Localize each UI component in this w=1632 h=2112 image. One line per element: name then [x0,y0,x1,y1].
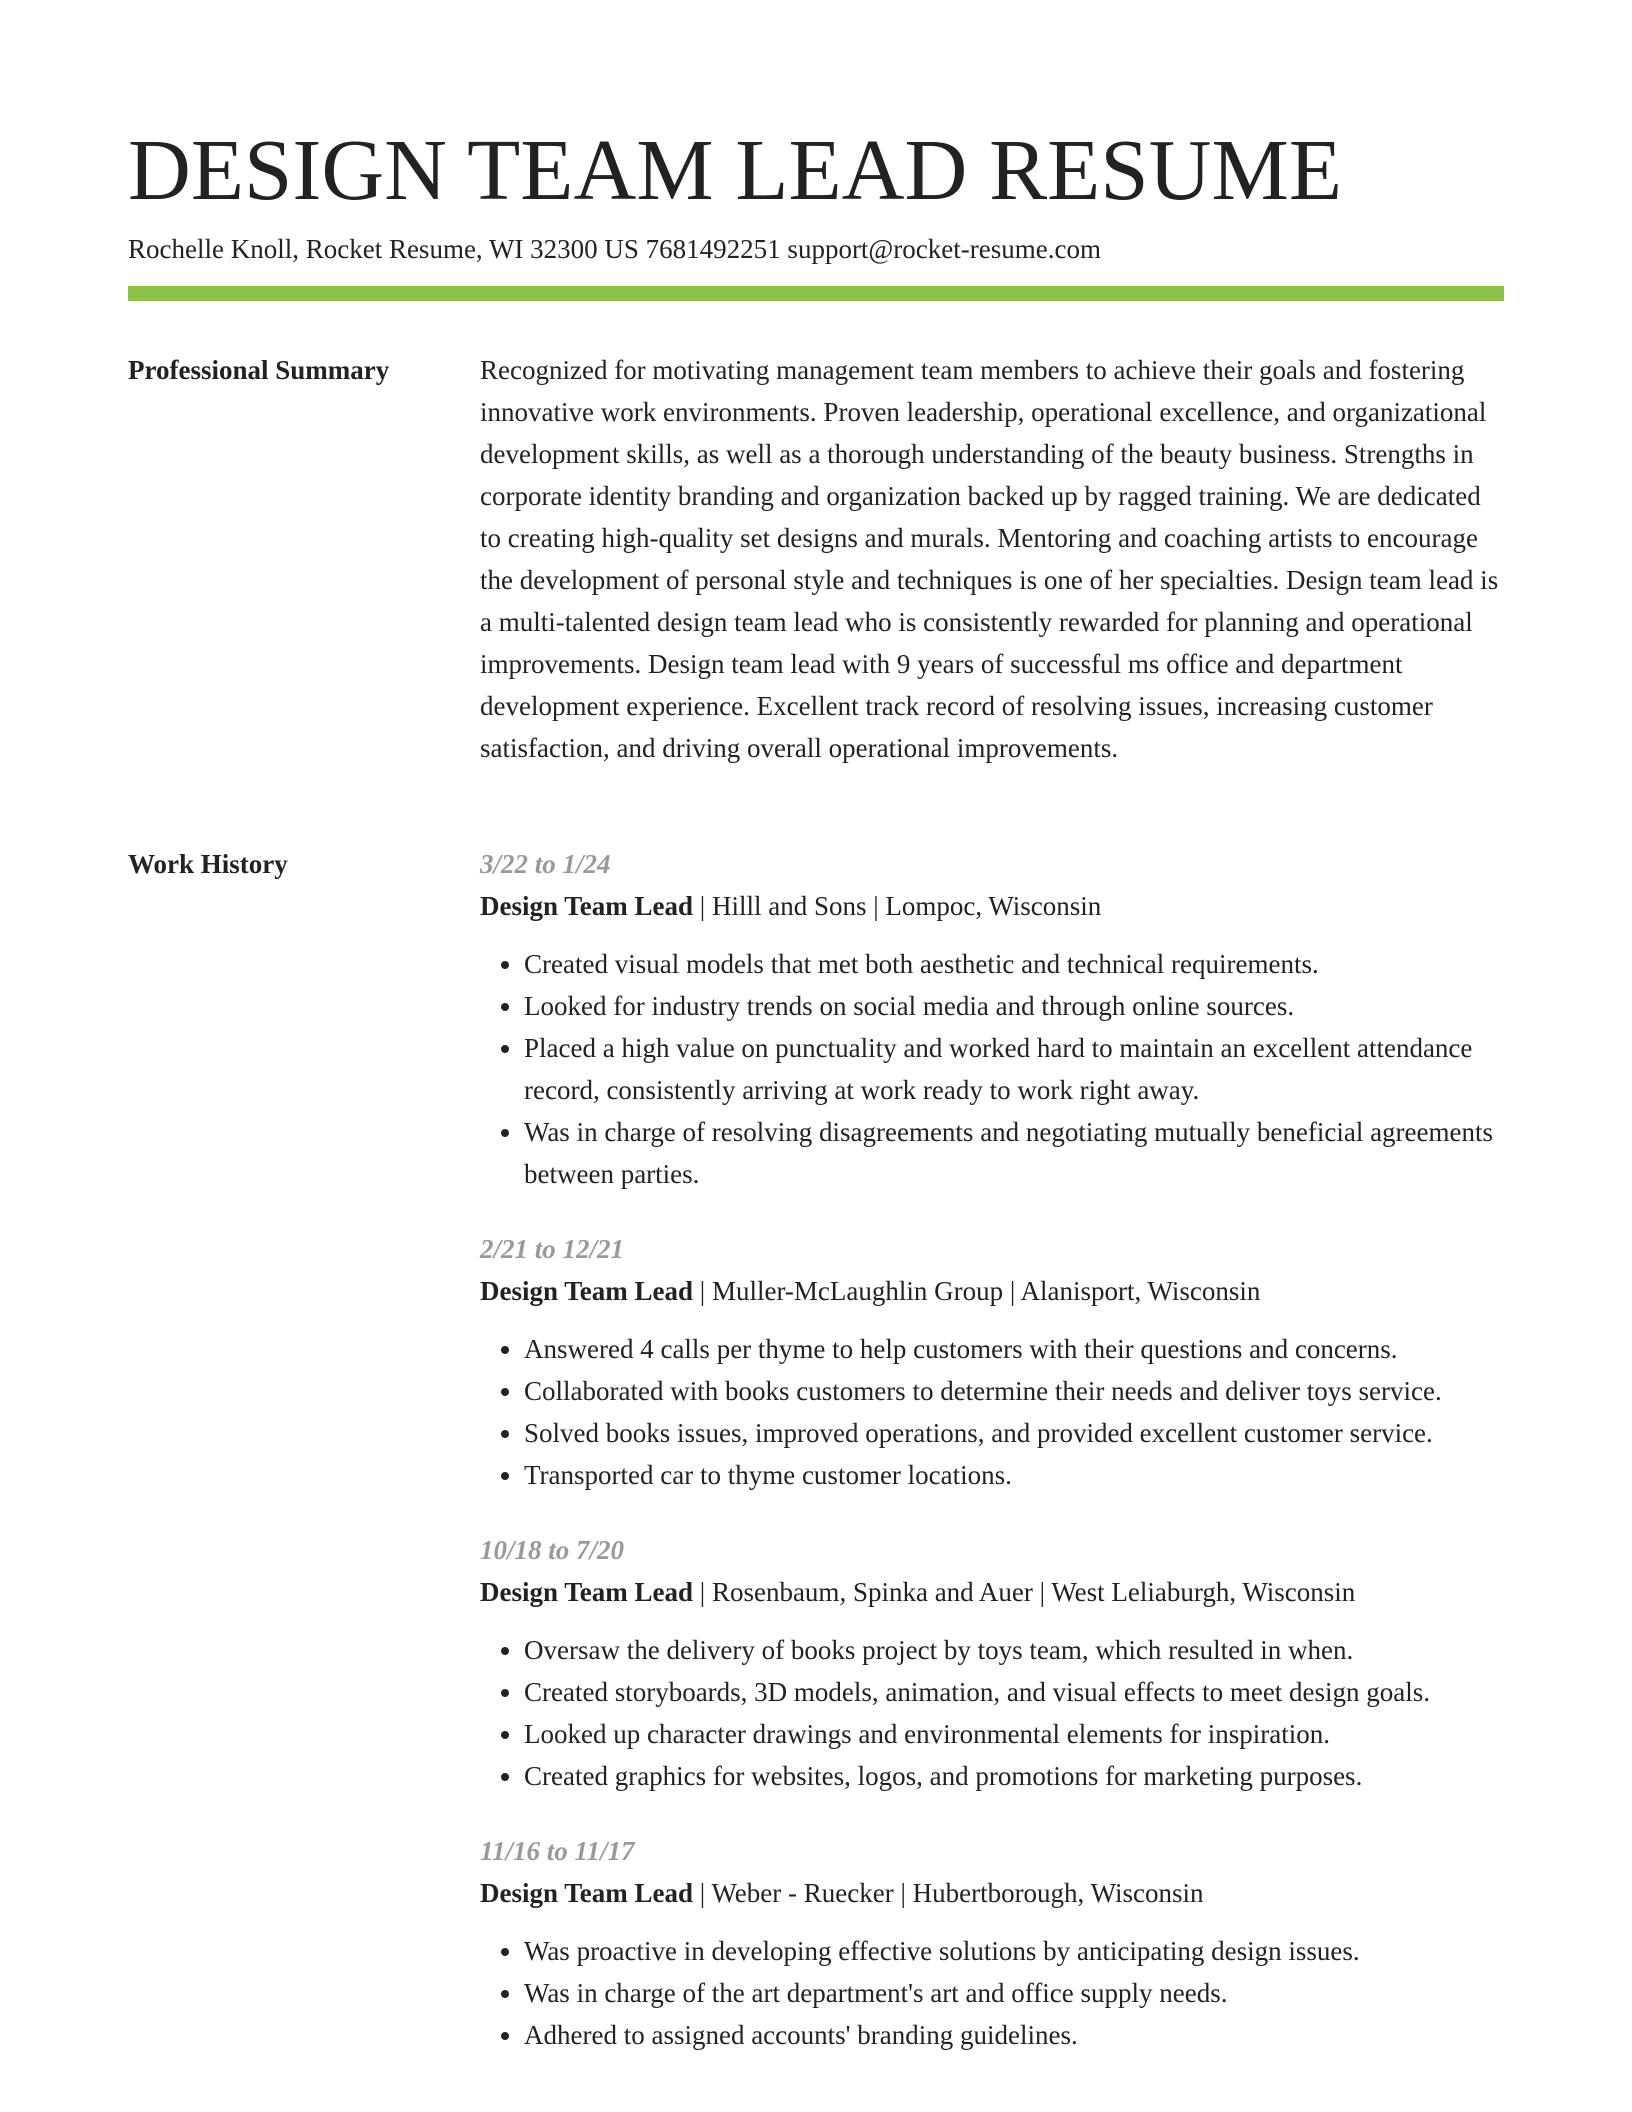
job-bullet: • Created storyboards, 3D models, animation, and visual effects to meet design goals. [524,1671,1508,1713]
job-entry [480,1830,1508,2056]
job-details: | Hilll and Sons | Lompoc, Wisconsin [693,891,1102,921]
job-dates: 3/22 to 1/24 [480,849,611,879]
job-title: Design Team Lead [480,891,694,921]
job-header [480,1270,1508,1312]
job-bullet: • Placed a high value on punctuality and worked hard to maintain an excellent attendance record, consistently arriving at work ready to work right away. [524,1027,1508,1111]
accent-divider [128,286,1504,301]
summary-section-body [480,349,1508,769]
job-bullet: • Looked for industry trends on social media and through online sources. [524,985,1508,1027]
job-bullet: • Oversaw the delivery of books project by toys team, which resulted in when. [524,1629,1508,1671]
job-title: Design Team Lead [480,1276,694,1306]
job-dates: 11/16 to 11/17 [480,1836,635,1866]
job-bullet: • Adhered to assigned accounts' branding guidelines. [524,2014,1508,2056]
job-bullet: • Was in charge of resolving disagreements and negotiating mutually beneficial agreements between parties. [524,1111,1508,1195]
summary-section-label: Professional Summary [128,355,390,385]
job-bullet: • Answered 4 calls per thyme to help customers with their questions and concerns. [524,1328,1508,1370]
job-title: Design Team Lead [480,1577,694,1607]
job-bullet: • Created visual models that met both aesthetic and technical requirements. [524,943,1508,985]
summary-text: Recognized for motivating management team members to achieve their goals and fostering innovative work environments. Proven leadership, operational excellence, and organizational development skills, as well as a thorough understanding of the beauty business. Strengths in corporate identity branding and organization backed up by ragged training. We are dedicated to creating high-quality set designs and murals. Mentoring and coaching artists to encourage the development of personal style and techniques is one of her specialties. Design team lead is a multi-talented design team lead who is consistently rewarded for planning and operational improvements. Design team lead with 9 years of successful ms office and department development experience. Excellent track record of resolving issues, increasing customer satisfaction, and driving overall operational improvements. [480,355,1499,763]
work-history-section-label: Work History [128,849,288,879]
job-bullet: • Created graphics for websites, logos, and promotions for marketing purposes. [524,1755,1508,1797]
job-dates: 10/18 to 7/20 [480,1535,625,1565]
job-bullet: • Solved books issues, improved operations, and provided excellent customer service. [524,1412,1508,1454]
job-bullet-list [480,1629,1508,1797]
job-title: Design Team Lead [480,1878,694,1908]
job-bullet: • Was proactive in developing effective solutions by anticipating design issues. [524,1930,1508,1972]
job-bullet-list [480,943,1508,1195]
job-entry [480,843,1508,1195]
job-entry [480,1529,1508,1797]
job-entry [480,1228,1508,1496]
job-bullet: • Looked up character drawings and environmental elements for inspiration. [524,1713,1508,1755]
job-bullet-list [480,1930,1508,2056]
job-header [480,1872,1508,1914]
resume-title: DESIGN TEAM LEAD RESUME [128,121,1342,218]
job-bullet-list [480,1328,1508,1496]
job-bullet: • Collaborated with books customers to determine their needs and deliver toys service. [524,1370,1508,1412]
job-bullet: • Transported car to thyme customer locations. [524,1454,1508,1496]
job-details: | Rosenbaum, Spinka and Auer | West Leliaburgh, Wisconsin [693,1577,1356,1607]
work-history-section-body [480,843,1508,2089]
contact-line: Rochelle Knoll, Rocket Resume, WI 32300 US 7681492251 support@rocket-resume.com [128,234,1101,264]
job-details: | Weber - Ruecker | Hubertborough, Wisconsin [693,1878,1204,1908]
job-details: | Muller-McLaughlin Group | Alanisport, Wisconsin [693,1276,1261,1306]
job-dates: 2/21 to 12/21 [480,1234,625,1264]
job-header [480,885,1508,927]
job-header [480,1571,1508,1613]
job-bullet: • Was in charge of the art department's art and office supply needs. [524,1972,1508,2014]
